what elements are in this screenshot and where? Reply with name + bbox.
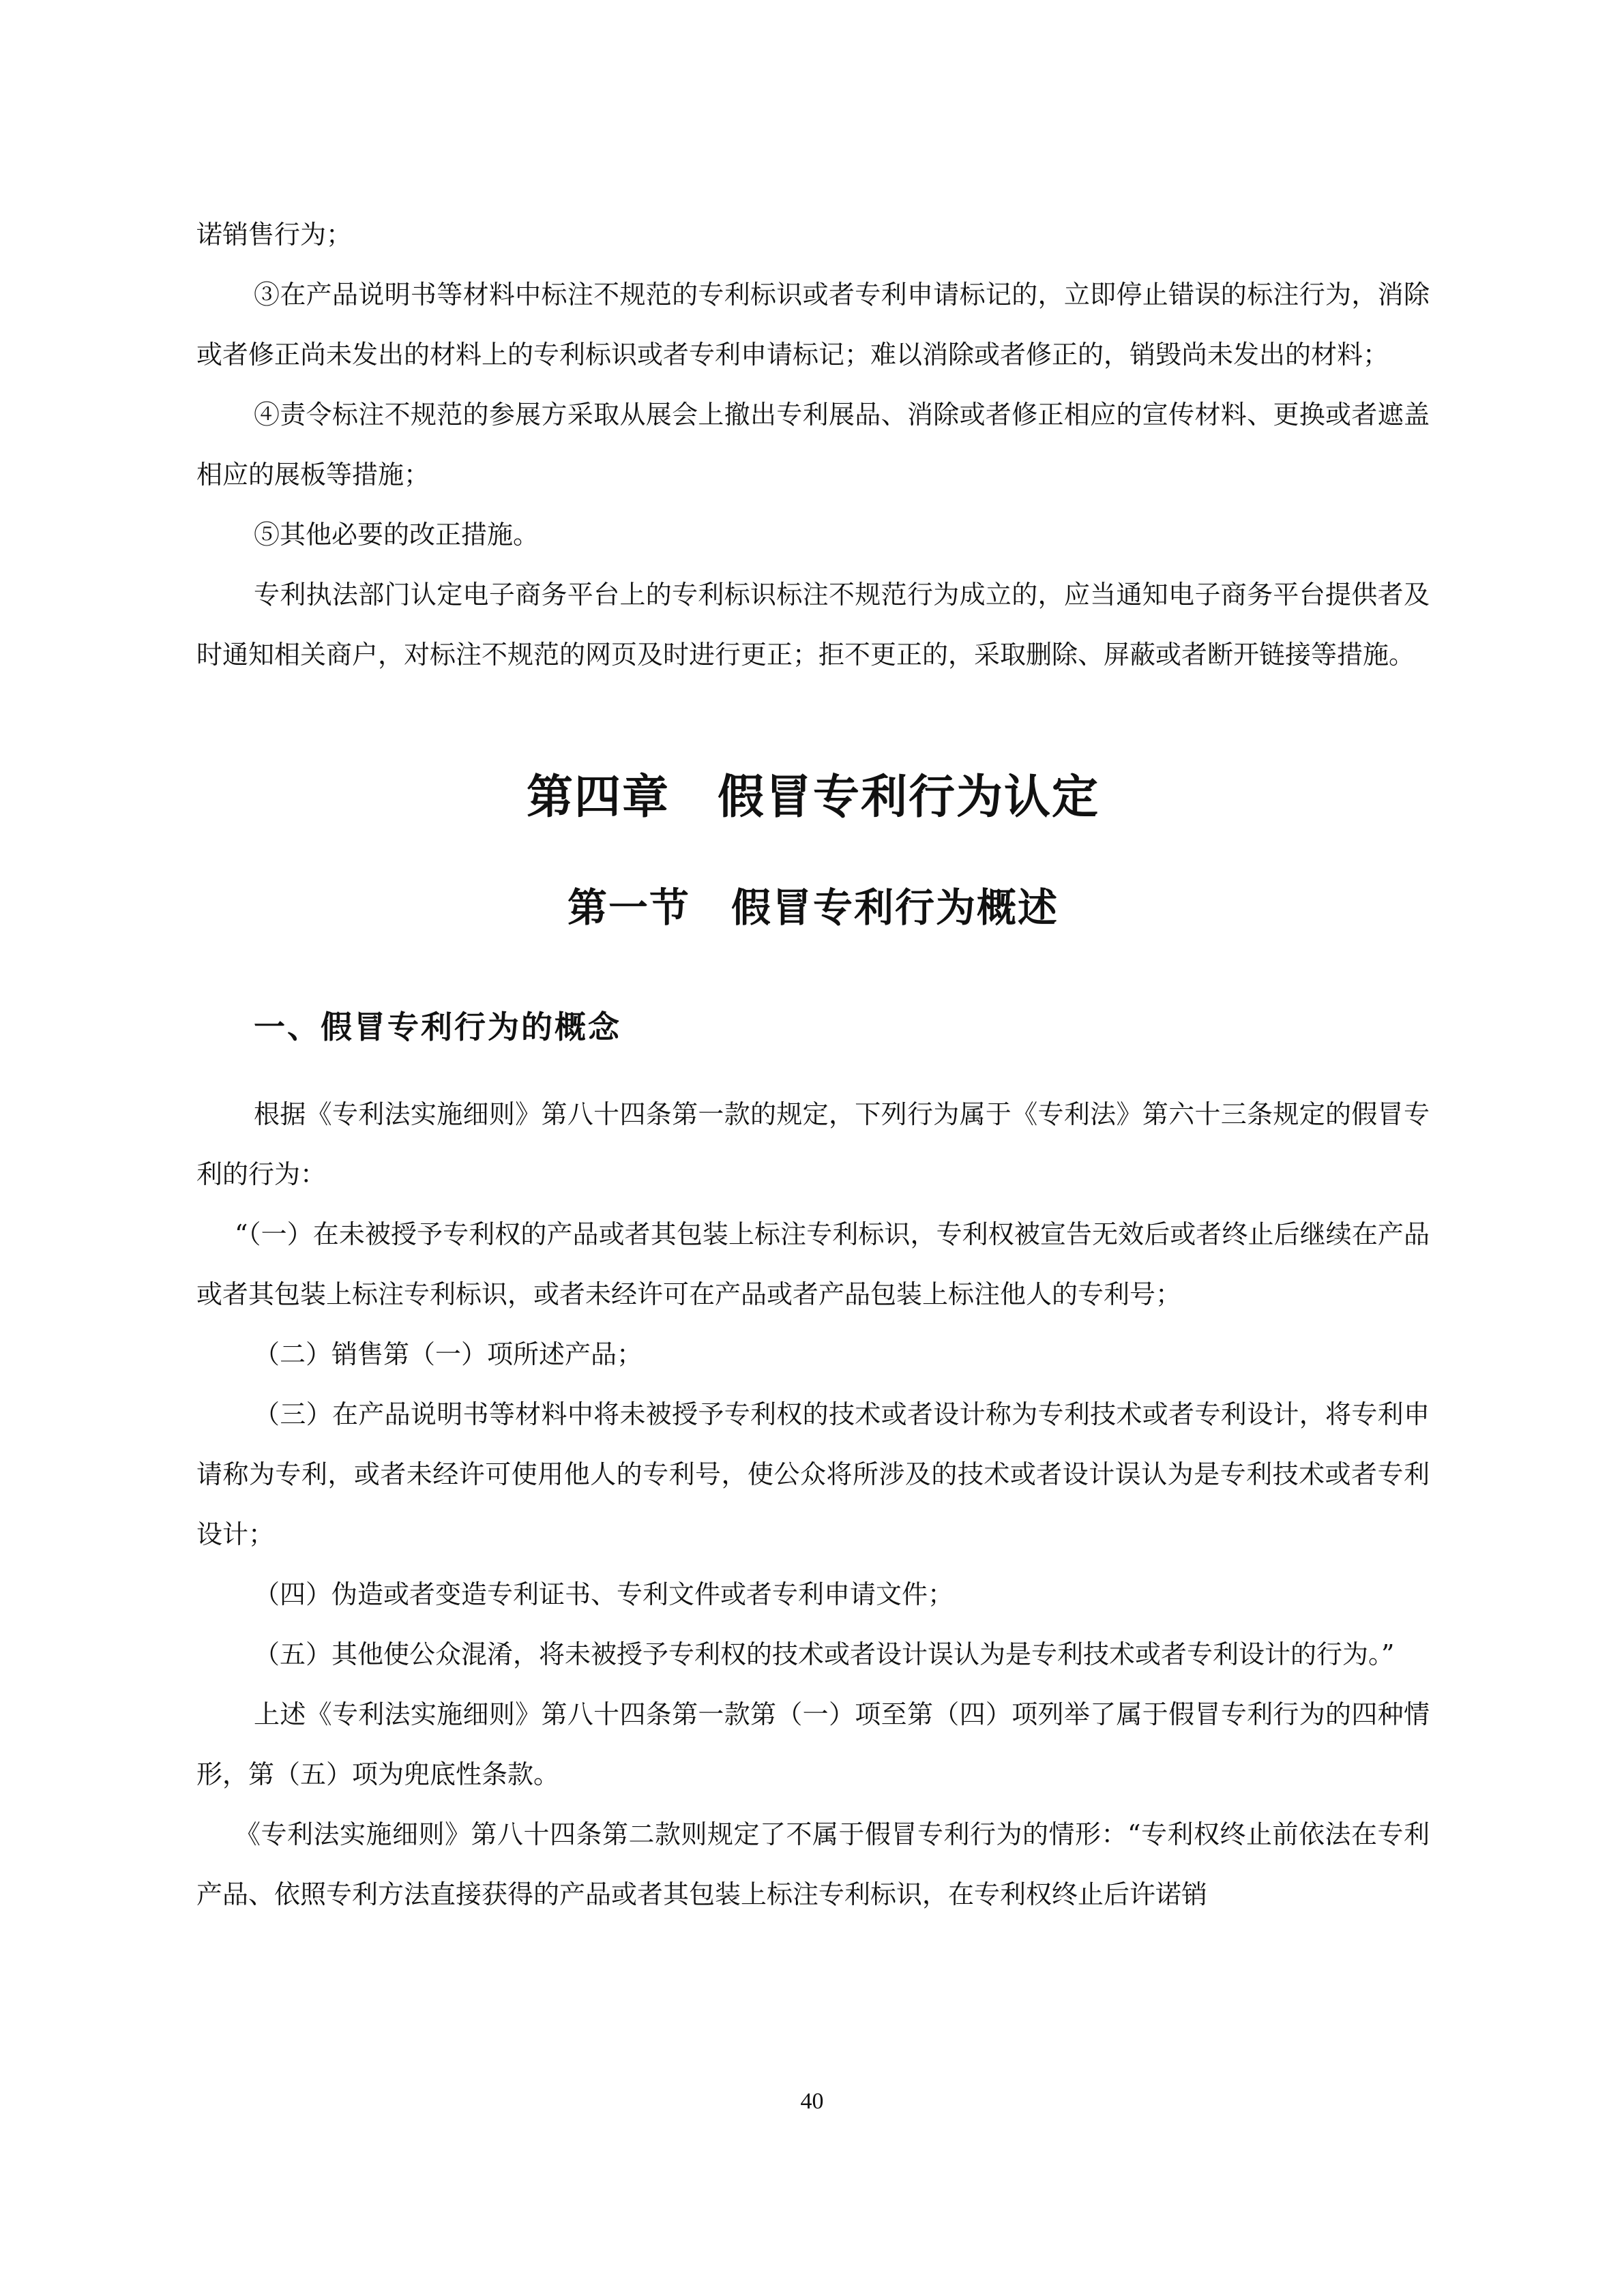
- chapter-title: 第四章 假冒专利行为认定: [526, 771, 1099, 824]
- paragraph-continuation: 诺销售行为；: [196, 220, 353, 250]
- paragraph-clause-4: （四）伪造或者变造专利证书、专利文件或者专利申请文件；: [254, 1579, 954, 1609]
- page-number: 40: [800, 2089, 824, 2114]
- subsection-title: 一、假冒专利行为的概念: [254, 1009, 621, 1045]
- page-content: [196, 205, 1430, 1924]
- paragraph-basis: 根据《专利法实施细则》第八十四条第一款的规定，下列行为属于《专利法》第六十三条规定的假冒专利的行为：: [196, 1099, 1430, 1189]
- paragraph-clause-3: （三）在产品说明书等材料中将未被授予专利权的技术或者设计称为专利技术或者专利设计，将专利申请称为专利，或者未经许可使用他人的专利号，使公众将所涉及的技术或者设计误认为是专利技术或者专利设计；: [196, 1399, 1430, 1549]
- section-title: 第一节 假冒专利行为概述: [567, 884, 1059, 931]
- paragraph-ecommerce: 专利执法部门认定电子商务平台上的专利标识标注不规范行为成立的，应当通知电子商务平台提供者及时通知相关商户，对标注不规范的网页及时进行更正；拒不更正的，采取删除、屏蔽或者断开链接等措施。: [196, 580, 1430, 670]
- paragraph-item-5: ⑤其他必要的改正措施。: [254, 520, 540, 550]
- paragraph-second-clause: 《专利法实施细则》第八十四条第二款则规定了不属于假冒专利行为的情形：“专利权终止前依法在专利产品、依照专利方法直接获得的产品或者其包装上标注专利标识，在专利权终止后许诺销: [196, 1819, 1430, 1909]
- paragraph-item-4: ④责令标注不规范的参展方采取从展会上撤出专利展品、消除或者修正相应的宣传材料、更换或者遮盖相应的展板等措施；: [196, 400, 1430, 490]
- paragraph-clause-1: “（一）在未被授予专利权的产品或者其包装上标注专利标识，专利权被宣告无效后或者终止后继续在产品或者其包装上标注专利标识，或者未经许可在产品或者产品包装上标注他人的专利号；: [196, 1219, 1430, 1309]
- paragraph-clause-2: （二）销售第（一）项所述产品；: [254, 1339, 643, 1369]
- paragraph-summary: 上述《专利法实施细则》第八十四条第一款第（一）项至第（四）项列举了属于假冒专利行为的四种情形，第（五）项为兜底性条款。: [196, 1699, 1430, 1789]
- paragraph-item-3: ③在产品说明书等材料中标注不规范的专利标识或者专利申请标记的，立即停止错误的标注行为，消除或者修正尚未发出的材料上的专利标识或者专利申请标记；难以消除或者修正的，销毁尚未发出的材料；: [196, 280, 1430, 370]
- paragraph-clause-5: （五）其他使公众混淆，将未被授予专利权的技术或者设计误认为是专利技术或者专利设计的行为。”: [254, 1639, 1395, 1669]
